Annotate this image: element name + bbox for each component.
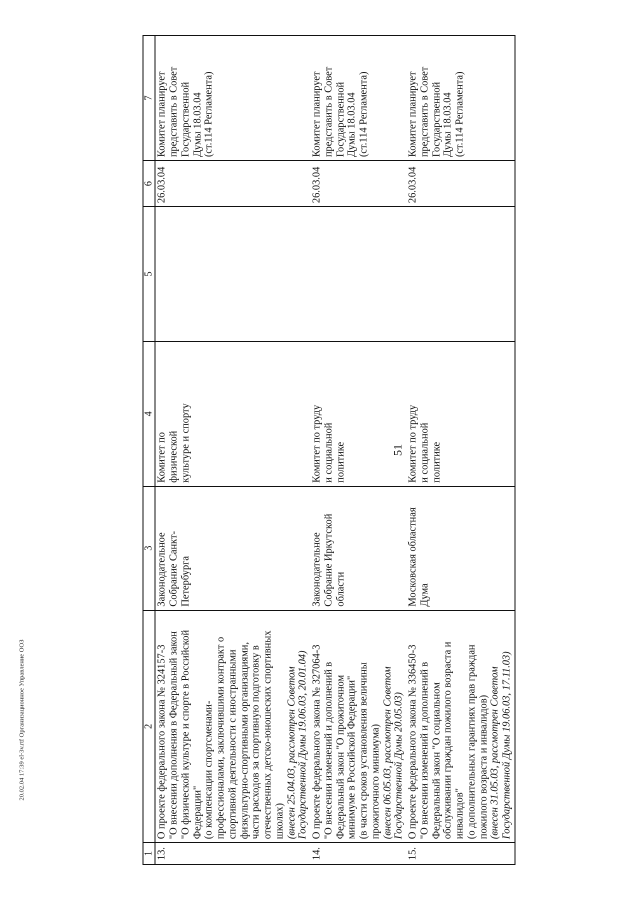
description-line: (в части сроков установления величины <box>358 662 370 840</box>
note <box>311 36 407 161</box>
description-line: (о дополнительных гарантиях прав граждан <box>466 644 478 840</box>
description-line: спортивной деятельности с иностранными <box>227 649 239 840</box>
footer-text: 20.02.04 17:39 el-3v.rtf Организационное Управление ООЗ <box>18 639 26 801</box>
committee-line: и социальной <box>419 422 431 483</box>
bills-table <box>143 35 516 865</box>
description-line: инвалидов" <box>454 788 466 840</box>
note-line: Государственной <box>335 81 347 158</box>
table-row <box>155 36 310 865</box>
note <box>155 36 310 161</box>
description-line: Государственной Думы 19.06.03, 20.01.04) <box>297 650 309 840</box>
note-line: (ст.114 Регламента) <box>203 71 215 158</box>
description-line: прожиточного минимума) <box>370 724 382 840</box>
description-line: "О внесении дополнения в Федеральный закон <box>168 631 180 840</box>
author-line: Дума <box>419 583 431 607</box>
page-number: 51 <box>390 444 405 456</box>
note-line: Государственной <box>180 81 192 158</box>
committee-line: Комитет по труду <box>311 404 323 483</box>
description-line: Федеральный закон "О социальном <box>431 682 443 840</box>
note-line: представить в Совет <box>323 66 335 158</box>
note <box>407 36 515 161</box>
author-line: Законодательное <box>156 532 168 607</box>
table-row <box>407 36 515 865</box>
author-line: Петербурга <box>180 555 192 607</box>
description-line: О проекте федерального закона № 324157-3 <box>156 644 168 840</box>
column-header: 2 <box>143 610 155 842</box>
committee-line: физической <box>168 430 180 483</box>
description-line: "О внесении изменений и дополнений в <box>323 661 335 840</box>
column-header: 6 <box>143 161 155 207</box>
bill-description <box>311 610 407 842</box>
description-line: О проекте федерального закона № 336450-3 <box>407 644 419 840</box>
description-line: профессионалами, заключившими контракт о <box>215 636 227 840</box>
table-container <box>143 35 513 865</box>
author-line: Московская областная <box>407 507 419 607</box>
row-number: 13. <box>155 843 310 865</box>
column-header: 3 <box>143 486 155 610</box>
note-line: представить в Совет <box>419 66 431 158</box>
committee-line: Комитет по <box>156 432 168 483</box>
responsible-committee <box>311 341 407 486</box>
note-line: Комитет планирует <box>311 71 323 158</box>
bill-author <box>311 486 407 610</box>
note-line: (ст.114 Регламента) <box>358 71 370 158</box>
column-header: 7 <box>143 36 155 161</box>
description-line: (внесен 06.05.03, рассмотрен Советом <box>382 666 394 840</box>
responsible-committee <box>407 341 515 486</box>
note-line: Думы 18.03.04 <box>346 92 358 158</box>
committee-line: политике <box>431 441 443 483</box>
note-line: Думы 18.03.04 <box>442 92 454 158</box>
committee-line: Комитет по труду <box>407 404 419 483</box>
description-line: части расходов за спортивную подготовку в <box>250 645 262 840</box>
column-5-value <box>407 207 515 342</box>
note-line: Государственной <box>431 81 443 158</box>
committee-line: и социальной <box>323 422 335 483</box>
description-line: отечественных детско-юношеских спортивных <box>262 630 274 840</box>
author-line: Собрание Санкт- <box>168 531 180 607</box>
description-line: обслуживании граждан пожилого возраста и <box>442 641 454 840</box>
committee-line: культуре и спорту <box>180 403 192 483</box>
bill-author <box>155 486 310 610</box>
author-line: Законодательное <box>311 532 323 607</box>
bill-author <box>407 486 515 610</box>
note-line: Комитет планирует <box>156 71 168 158</box>
column-header: 1 <box>143 843 155 865</box>
description-line: О проекте федерального закона № 327064-3 <box>311 644 323 840</box>
column-5-value <box>155 207 310 342</box>
note-line: (ст.114 Регламента) <box>454 71 466 158</box>
description-line: школах) <box>274 803 286 840</box>
consideration-date: 26.03.04 <box>407 161 515 207</box>
consideration-date: 26.03.04 <box>155 161 310 207</box>
description-line: пожилого возраста и инвалидов) <box>478 694 490 840</box>
table-row <box>311 36 407 865</box>
author-line: области <box>335 571 347 607</box>
note-line: представить в Совет <box>168 66 180 158</box>
description-line: (внесен 25.04.03, рассмотрен Советом <box>286 666 298 840</box>
column-header: 4 <box>143 341 155 486</box>
column-5-value <box>311 207 407 342</box>
consideration-date: 26.03.04 <box>311 161 407 207</box>
responsible-committee <box>155 341 310 486</box>
description-line: (о компенсации спортсменами- <box>203 700 215 840</box>
description-line: "О внесении изменений и дополнений в <box>419 661 431 840</box>
row-number: 15. <box>407 843 515 865</box>
description-line: Федерации" <box>192 785 204 840</box>
note-line: Комитет планирует <box>407 71 419 158</box>
header-row <box>143 36 155 865</box>
author-line: Собрание Иркутской <box>323 513 335 607</box>
note-line: Думы 18.03.04 <box>192 92 204 158</box>
committee-line: политике <box>335 441 347 483</box>
bill-description <box>155 610 310 842</box>
description-line: Федеральный закон "О прожиточном <box>335 674 347 840</box>
bill-description <box>407 610 515 842</box>
description-line: (внесен 31.05.03, рассмотрен Советом <box>489 666 501 840</box>
description-line: Государственной Думы 19.06.03, 17.11.03) <box>501 651 513 840</box>
description-line: минимуме в Российской Федерации" <box>346 675 358 840</box>
row-number: 14. <box>311 843 407 865</box>
description-line: физкультурно-спортивными организациями, <box>239 642 251 840</box>
description-line: "О физической культуре и спорте в Российской <box>180 629 192 840</box>
column-header: 5 <box>143 207 155 342</box>
description-line: Государственной Думы 20.05.03) <box>393 692 405 840</box>
